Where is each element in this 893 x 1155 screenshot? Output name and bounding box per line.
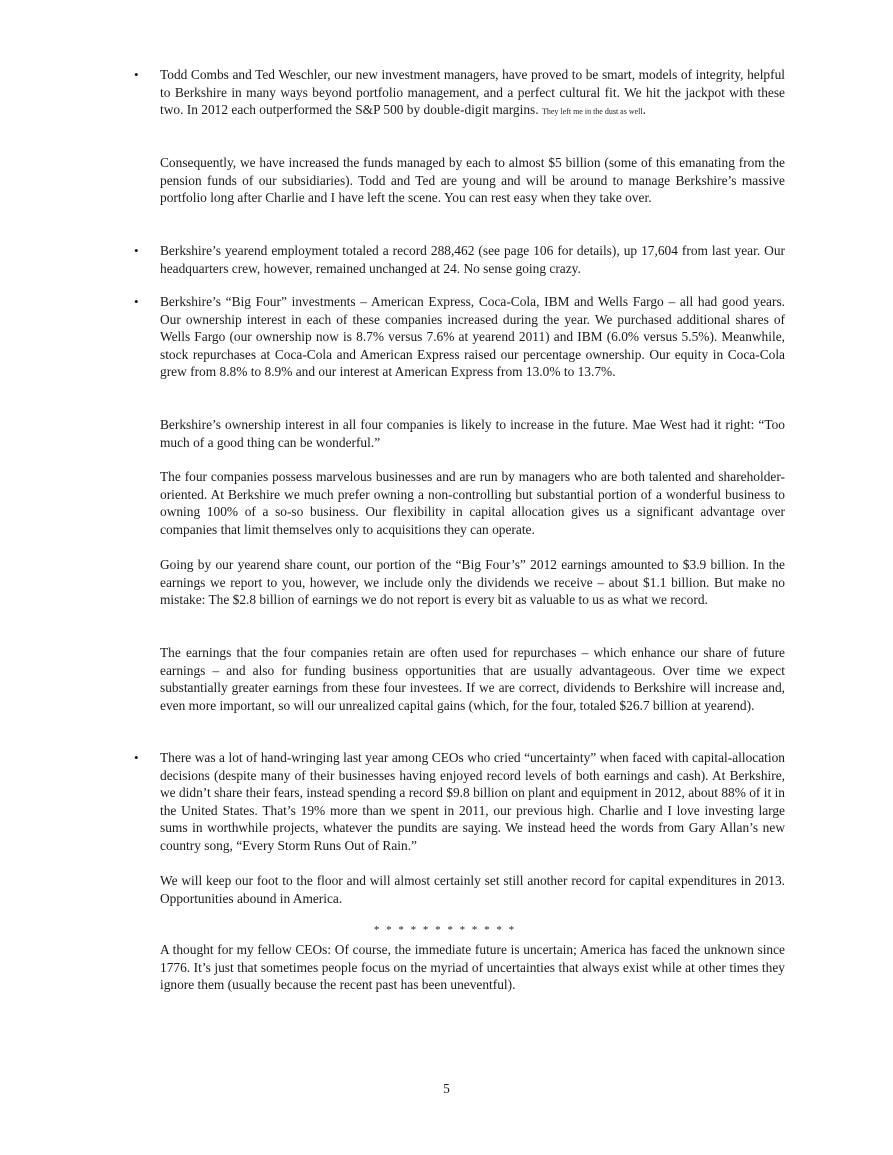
paragraph-big-four: Berkshire’s “Big Four” investments – American Express, Coca-Cola, IBM and Wells Fargo – all had good years. Our ownership interest in each of these companies increased during the year. We purchased additional shares of Wells Fargo (our ownership now is 8.7% versus 7.6% at yearend 2011) and IBM (6.0% versus 5.5%). Meanwhile, stock repurchases at Coca-Cola and American Express raised our percentage ownership. Our equity in Coca-Cola grew from 8.8% to 8.9% and our interest at American Express from 13.0% to 13.7%. xyxy=(160,294,785,380)
paragraph-ownership-interest: Berkshire’s ownership interest in all four companies is likely to increase in the future. Mae West had it right: “Too much of a good thing can be wonderful.” xyxy=(160,417,785,450)
bullet-marker: • xyxy=(134,67,139,82)
paragraph-employment: Berkshire’s yearend employment totaled a record 288,462 (see page 106 for details), up 17,604 from last year. Our headquarters crew, however, remained unchanged at 24. No sense going crazy. xyxy=(160,243,785,276)
paragraph-retained-earnings: The earnings that the four companies retain are often used for repurchases – which enhance our share of future earnings – and also for funding business opportunities that are usually advantageous. Over time we expect substantially greater earnings from these four investees. If we are correct, dividends to Berkshire will increase and, even more important, so will our unrealized capital gains (which, for the four, totaled $26.7 billion at yearend). xyxy=(160,645,785,713)
section-separator: * * * * * * * * * * * * xyxy=(373,924,517,936)
paragraph-capital-allocation: There was a lot of hand-wringing last year among CEOs who cried “uncertainty” when faced with capital-allocation decisions (despite many of their businesses having enjoyed record levels of both earnings and cash). At Berkshire, we didn’t share their fears, instead spending a record $9.8 billion on plant and equipment in 2012, about 88% of it in the United States. That’s 19% more than we spent in 2011, our previous high. Charlie and I love investing large sums in worthwhile projects, whatever the pundits are saying. We instead heed the words from Gary Allan’s new country song, “Every Storm Runs Out of Rain.” xyxy=(160,750,785,853)
small-aside-text: They left me in the dust as well xyxy=(541,107,643,117)
bullet-marker: • xyxy=(134,243,139,258)
paragraph-combs-weschler xyxy=(160,66,785,119)
bullet-marker: • xyxy=(134,294,139,309)
paragraph-capital-expenditures: We will keep our foot to the floor and will almost certainly set still another record for capital expenditures in 2013. Opportunities abound in America. xyxy=(160,873,785,906)
paragraph-funds-managed: Consequently, we have increased the funds managed by each to almost $5 billion (some of this emanating from the pension funds of our subsidiaries). Todd and Ted are young and will be around to manage Berkshire’s massive portfolio long after Charlie and I have left the scene. You can rest easy when they take over. xyxy=(160,155,785,206)
paragraph-fellow-ceos: A thought for my fellow CEOs: Of course, the immediate future is uncertain; America has faced the unknown since 1776. It’s just that sometimes people focus on the myriad of uncertainties that always exist while at other times they ignore them (usually because the recent past has been uneventful). xyxy=(160,942,785,993)
paragraph-marvelous-businesses: The four companies possess marvelous businesses and are run by managers who are both talented and shareholder-oriented. At Berkshire we much prefer owning a non-controlling but substantial portion of a wonderful business to owning 100% of a so-so business. Our flexibility in capital allocation gives us a significant advantage over companies that limit themselves only to acquisitions they can operate. xyxy=(160,469,785,537)
paragraph-share-count: Going by our yearend share count, our portion of the “Big Four’s” 2012 earnings amounted to $3.9 billion. In the earnings we report to you, however, we include only the dividends we receive – about $1.1 billion. But make no mistake: The $2.8 billion of earnings we do not report is every bit as valuable to us as what we record. xyxy=(160,557,785,608)
bullet-marker: • xyxy=(134,750,139,765)
paragraph-text: Todd Combs and Ted Weschler, our new investment managers, have proved to be smart, models of integrity, helpful to Berkshire in many ways beyond portfolio management, and a perfect cultural fit. We hit the jackpot with these two. In 2012 each outperformed the S&P 500 by double-digit margins. xyxy=(160,67,785,118)
page-number: 5 xyxy=(443,1081,450,1096)
aside-period: . xyxy=(642,102,646,118)
